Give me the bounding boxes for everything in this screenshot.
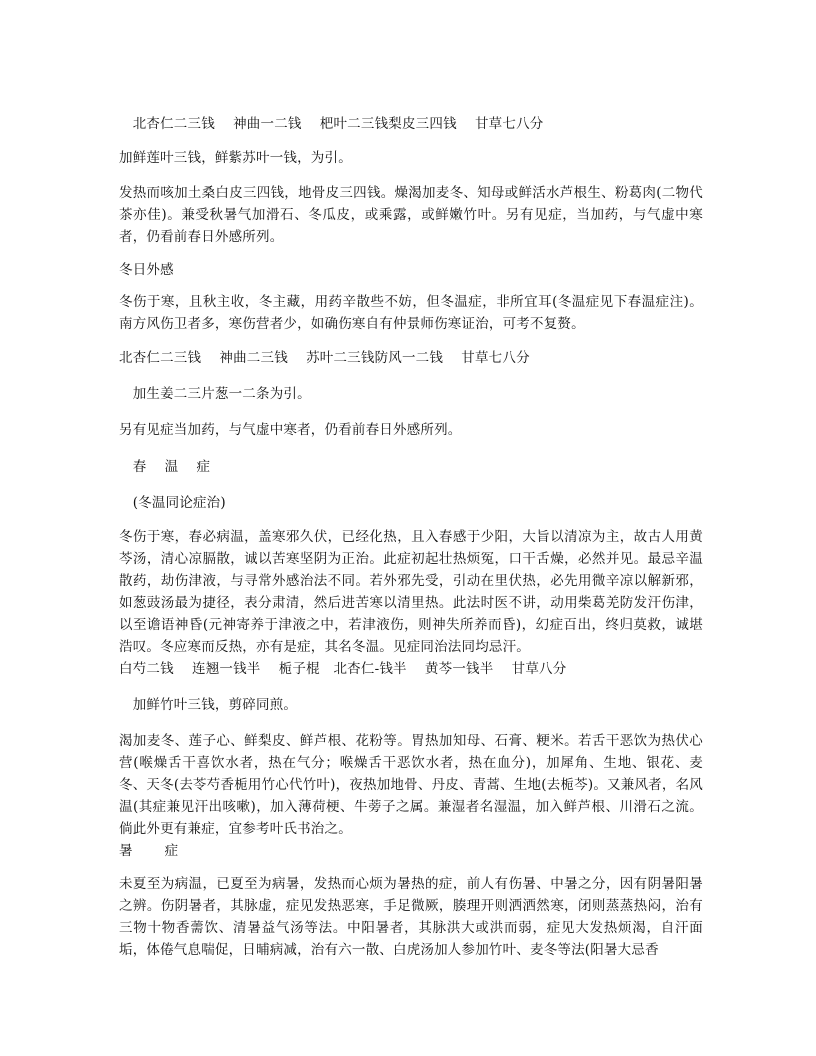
note-line-winter: 另有见症当加药，与气虚中寒者，仍看前春日外感所列。: [119, 422, 462, 438]
paragraph-spring-additions: 渴加麦冬、莲子心、鲜梨皮、鲜芦根、花粉等。胃热加知母、石膏、粳米。若舌干恶饮为热伏心营(喉燥舌干喜饮水者，热在气分；喉燥舌干恶饮水者，热在血分)，加犀角、生地、银花、麦冬、天冬(去苓芍香栀用竹心代竹叶)，夜热加地骨、丹皮、青蒿、生地(去栀芩)。又兼风者，名风温(其症兼见汗出咳嗽)，加入薄荷梗、牛蒡子之属。兼湿者名湿温，加入鲜芦根、川滑石之流。倘此外更有兼症，宜参考叶氏书治之。: [119, 733, 703, 837]
guide-line-spring: 加鲜竹叶三钱，剪碎同煎。: [119, 697, 298, 713]
section-heading-summer-heat: 暑 症: [119, 843, 179, 859]
prescription-line-autumn: 北杏仁二三钱 神曲一二钱 杷叶二三钱梨皮三四钱 甘草七八分: [119, 116, 544, 132]
prescription-line-spring: 白芍二钱 连翘一钱半 栀子棍 北杏仁-钱半 黄芩一钱半 甘草八分: [119, 661, 567, 677]
paragraph-summer-heat: 未夏至为病温，已夏至为病暑，发热而心烦为暑热的症，前人有伤暑、中暑之分，因有阴暑阳暑之辨。伤阴暑者，其脉虚，症见发热恶寒，手足微厥，腠理开则洒洒然寒，闭则蒸蒸热闷，治有三物十物香薷饮、清暑益气汤等法。中阳暑者，其脉洪大或洪而弱，症见大发热烦渴，自汗面垢，体倦气息喘促，日晡病减，治有六一散、白虎汤加人参加竹叶、麦冬等法(阳暑大忌香: [119, 876, 703, 958]
guide-line-autumn: 加鲜莲叶三钱，鲜紫苏叶一钱，为引。: [119, 150, 352, 166]
guide-line-winter: 加生姜二三片葱一二条为引。: [119, 386, 311, 402]
section-heading-spring-warmth: 春 温 症: [119, 459, 211, 475]
paragraph-spring-warmth: 冬伤于寒，春必病温，盖寒邪久伏，已经化热，且入春感于少阳，大旨以清凉为主，故古人用黄芩汤，清心凉膈散，诚以苦寒坚阴为正治。此症初起壮热烦冤，口干舌燥，必然并见。最忌辛温散药，劫伤津液，与寻常外感治法不同。若外邪先受，引动在里伏热，必先用微辛凉以解新邪，如葱豉汤最为捷径，表分肃清，然后进苦寒以清里热。此法时医不讲，动用柴葛羌防发汗伤津，以至谵语神昏(元神寄养于津液之中，若津液伤，则神失所养而昏)，幻症百出，终归莫救，诚堪浩叹。冬应寒而反热，亦有是症，其名冬温。见症同治法同均忌汗。: [119, 529, 703, 655]
paragraph-winter-intro: 冬伤于寒，且秋主收，冬主藏，用药辛散些不妨，但冬温症，非所宜耳(冬温症见下春温症注)。南方风伤卫者多，寒伤营者少，如确伤寒自有仲景师伤寒证治，可考不复赘。: [119, 294, 703, 332]
subheading-winter-warmth: (冬温同论症治): [119, 495, 226, 511]
prescription-line-winter: 北杏仁二三钱 神曲二三钱 苏叶二三钱防风一二钱 甘草七八分: [119, 350, 530, 366]
section-heading-winter: 冬日外感: [119, 262, 174, 278]
paragraph-autumn-additions: 发热而咳加土桑白皮三四钱，地骨皮三四钱。燥渴加麦冬、知母或鲜活水芦根生、粉葛肉(二物代茶亦佳)。兼受秋暑气加滑石、冬瓜皮，或乘露，或鲜嫩竹叶。另有见症，当加药，与气虚中寒者，仍看前春日外感所列。: [119, 185, 703, 245]
